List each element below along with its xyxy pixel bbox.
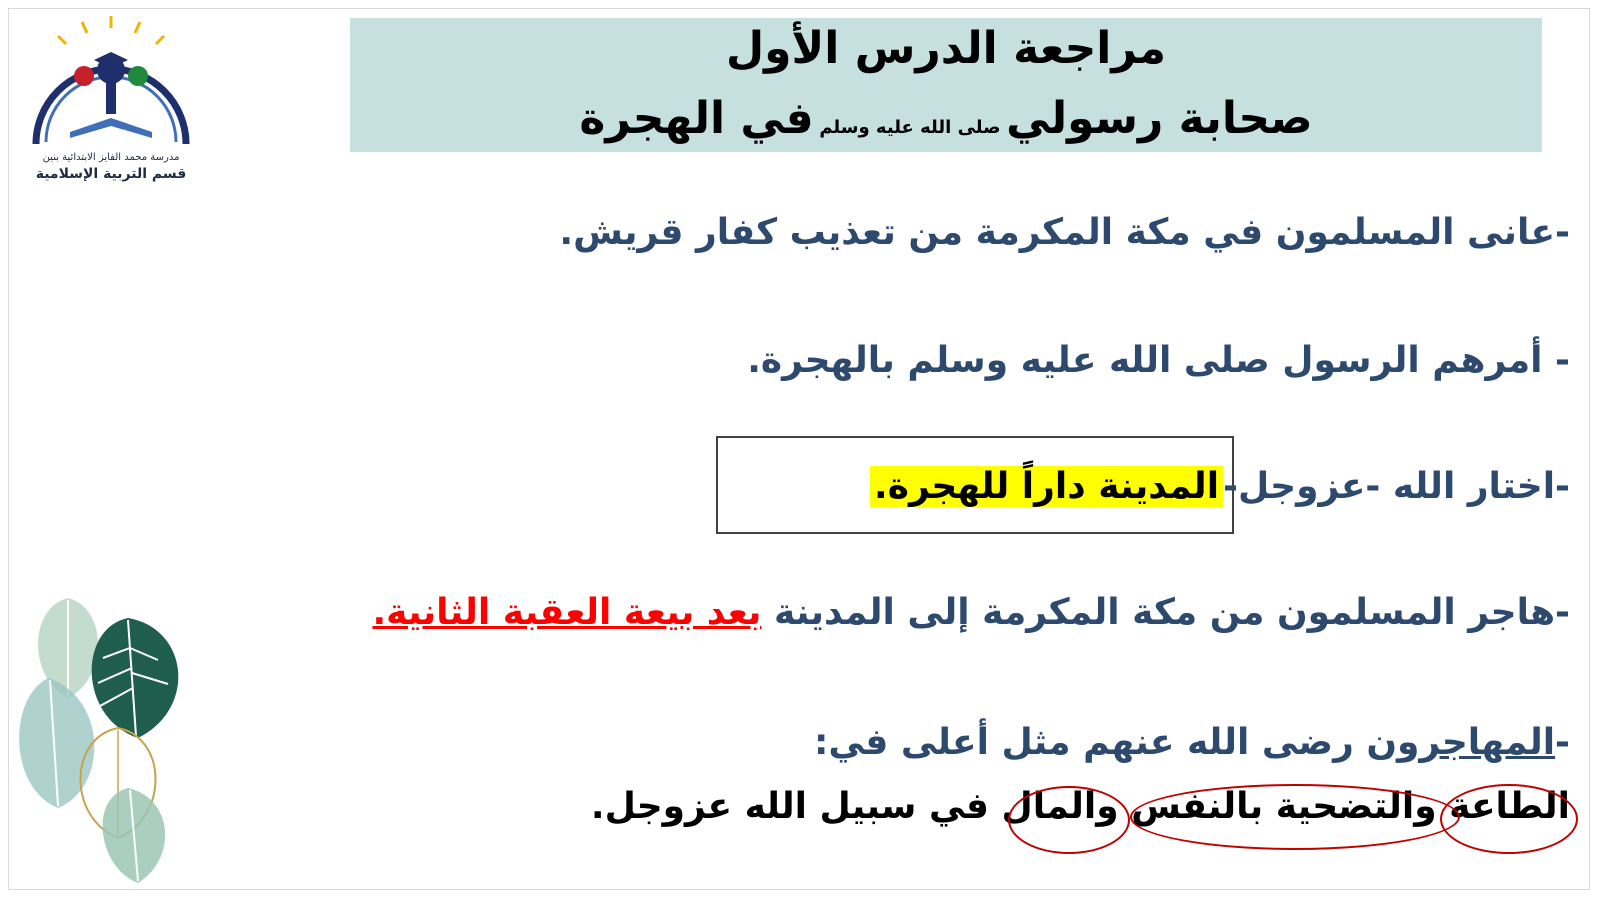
subtitle-part2: في الهجرة <box>579 93 814 144</box>
circle-annotation-obedience <box>1440 784 1578 854</box>
review-point-1: -عانى المسلمون في مكة المكرمة من تعذيب كفار قريش. <box>559 212 1570 253</box>
leaf-icon <box>92 618 179 738</box>
point-4-answer: بعد بيعة العقبة الثانية. <box>372 592 762 633</box>
page-subtitle <box>350 86 1542 161</box>
review-point-2: - أمرهم الرسول صلى الله عليه وسلم بالهجرة. <box>747 340 1570 381</box>
point-3-answer: المدينة داراً للهجرة. <box>870 466 1223 507</box>
subtitle-part1: صحابة رسولي <box>1006 93 1313 144</box>
logo-motto: بالقلم نسمو <box>93 129 129 137</box>
logo-caption <box>22 150 200 182</box>
point-5-rest: رضى الله عنهم مثل أعلى في: <box>813 722 1367 763</box>
review-point-5-answer: الطاعة والتضحية بالنفس والمال في سبيل الله عزوجل. <box>590 786 1570 827</box>
circle-annotation-self-sacrifice <box>1130 784 1460 850</box>
logo-department: قسم التربية الإسلامية <box>35 166 187 182</box>
point-3-prefix: -اختار الله -عزوجل- <box>1223 466 1570 507</box>
point-5-underlined: المهاجرون <box>1366 722 1556 763</box>
logo-school-name: مدرسة محمد الفايز الابتدائية بنين <box>42 152 180 163</box>
circle-annotation-wealth <box>1008 786 1130 854</box>
page-title: مراجعة الدرس الأول <box>726 23 1166 74</box>
point-4-prefix: -هاجر المسلمون من مكة المكرمة إلى المدينة <box>761 592 1570 633</box>
review-point-4 <box>372 592 1570 633</box>
point-5-dash: - <box>1555 722 1570 763</box>
review-point-3 <box>870 466 1570 507</box>
leaf-icon <box>103 788 166 883</box>
review-point-5 <box>814 722 1570 763</box>
leaf-icon <box>19 678 94 808</box>
subtitle-honorific: صلى الله عليه وسلم <box>819 117 1001 138</box>
decorative-leaves <box>8 588 198 888</box>
